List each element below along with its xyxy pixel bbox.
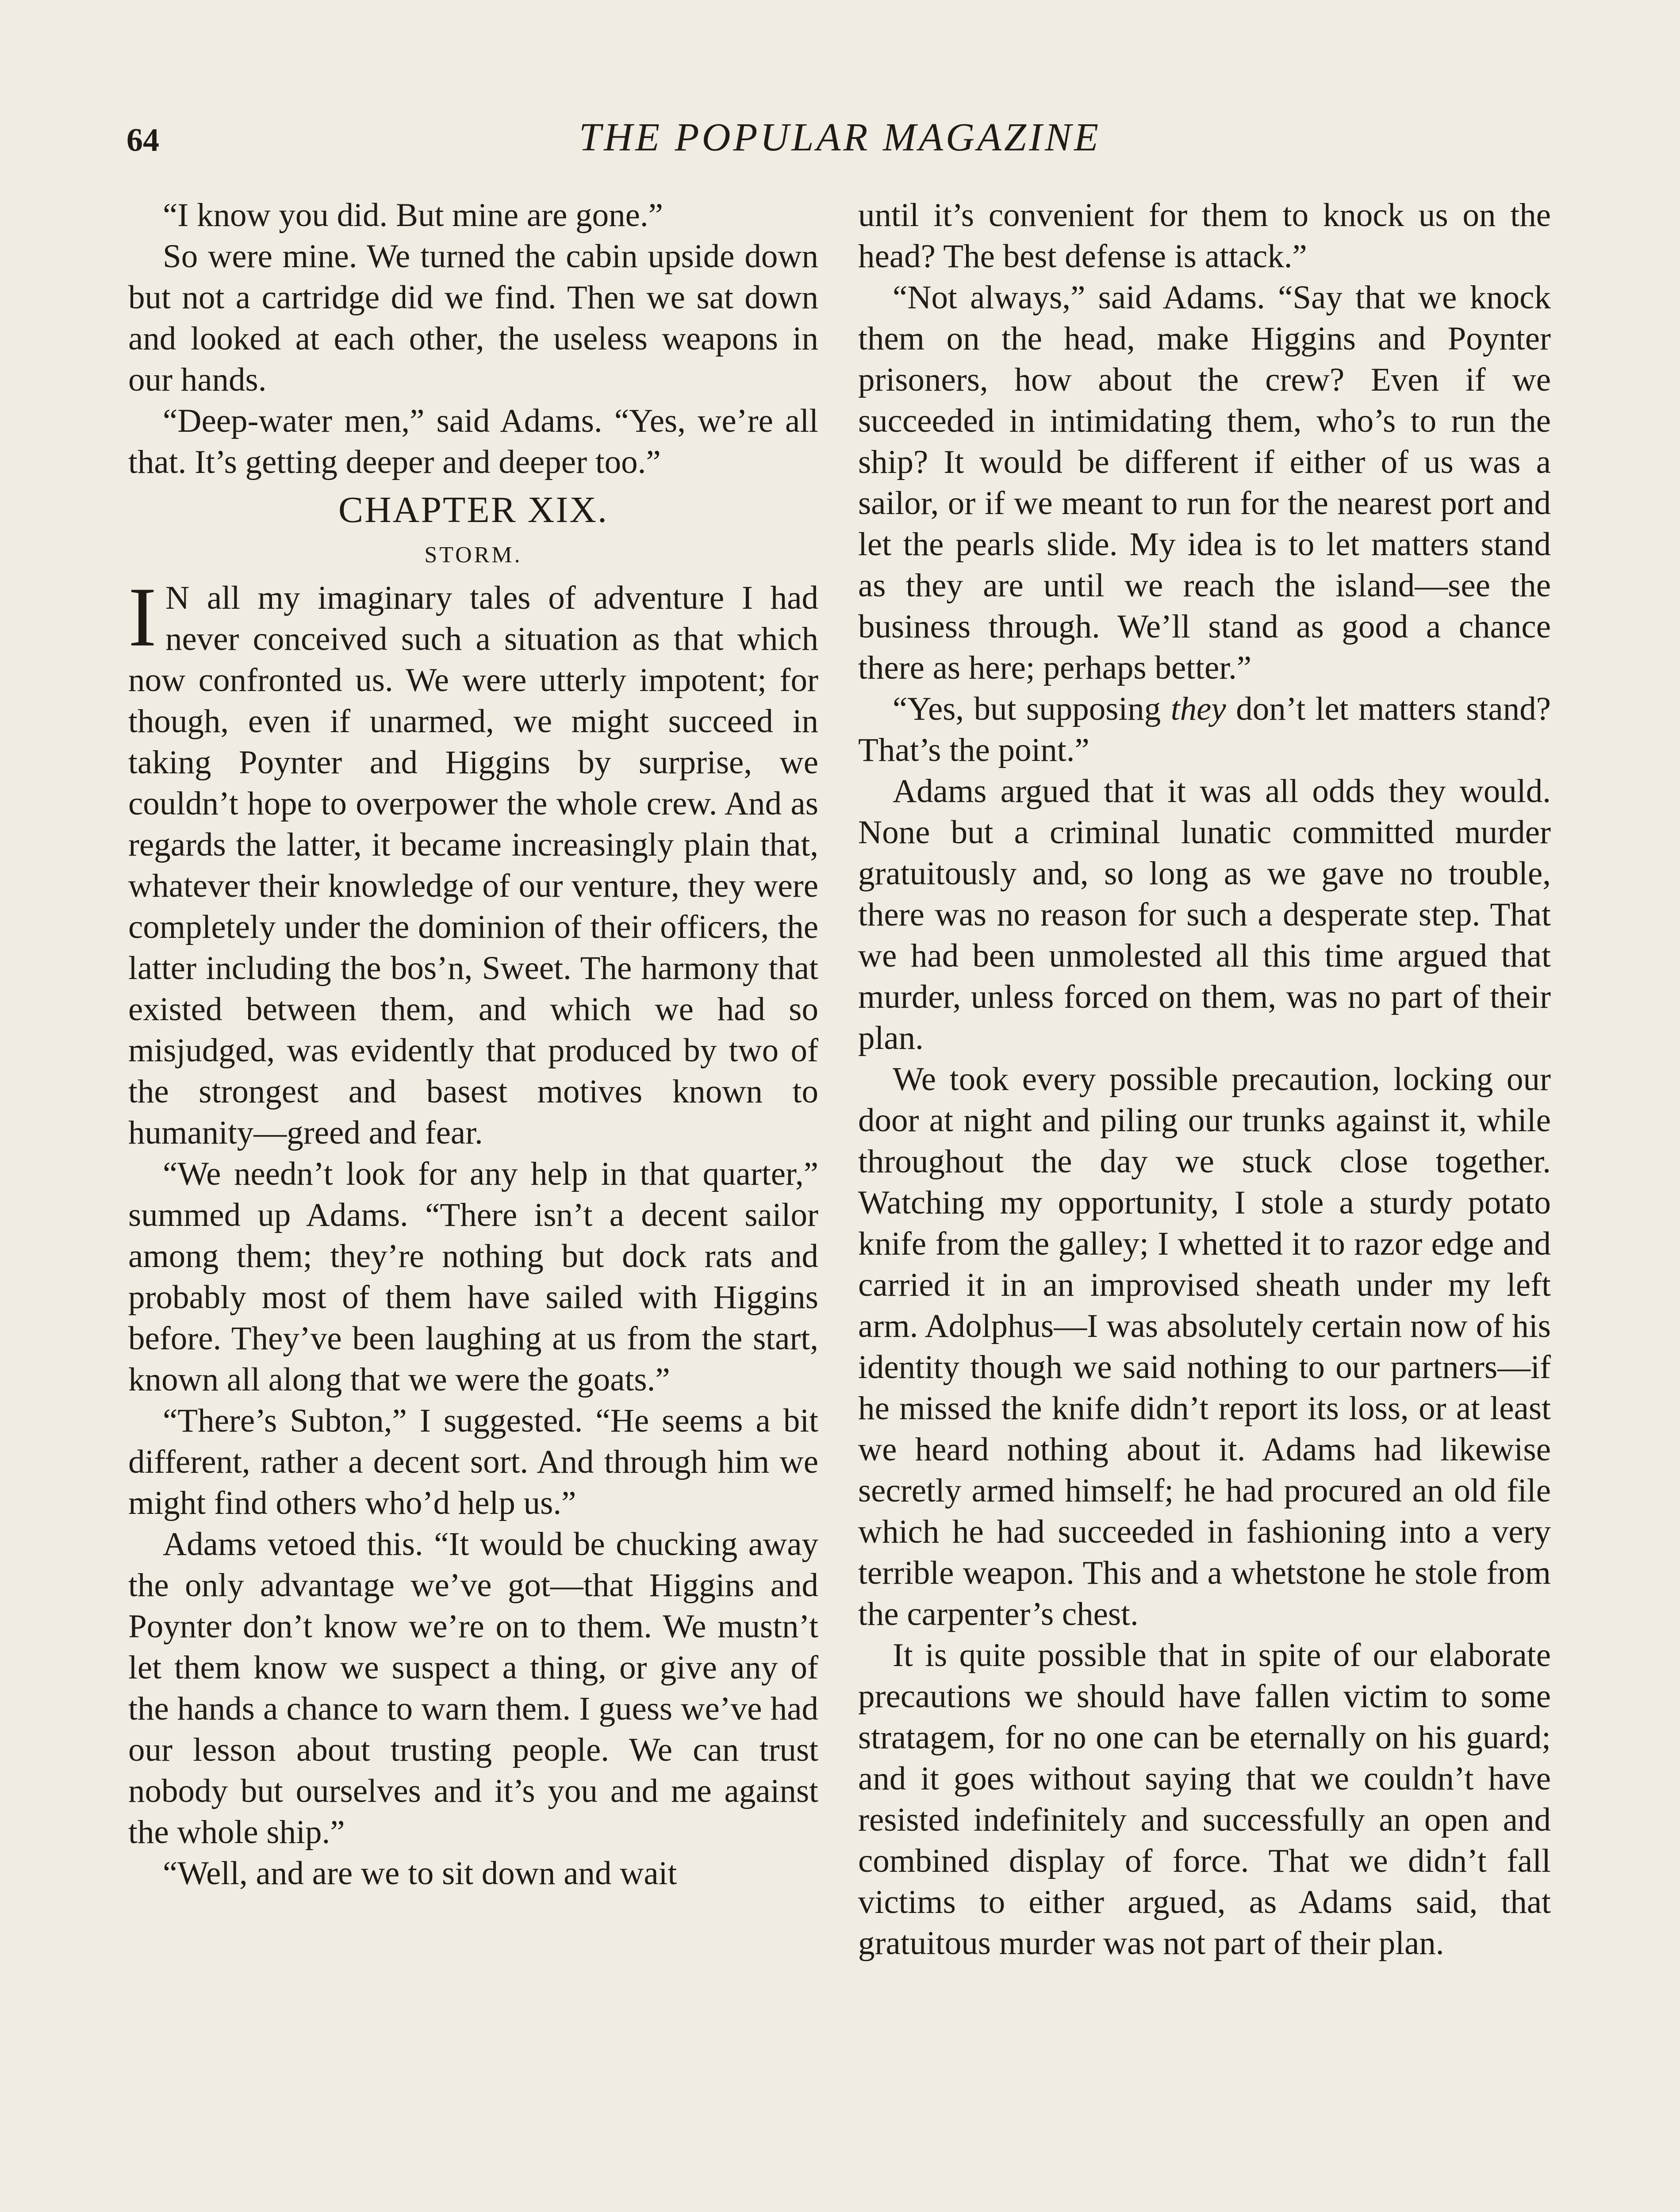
paragraph: Adams argued that it was all odds they would. None but a criminal lunatic committed murder gratuitously and, so long as we gave no trouble, there was no reason for such a desperate step. That we had been unmolested all this time argued that murder, unless forced on them, was no part of their plan.: [858, 773, 1551, 1056]
italic-word: they: [1170, 691, 1226, 727]
paragraph: “Not always,” said Adams. “Say that we knock them on the head, make Higgins and Poynter prisoners, how about the crew? Even if we succeeded in intimidating them, who’s to run the ship? It would be different if either of us was a sailor, or if we meant to run for the nearest port and let the pearls slide. My idea is to let matters stand as they are until we reach the island—see the business through. We’ll stand as good a chance there as here; perhaps better.”: [858, 279, 1551, 686]
chapter-subtitle: STORM.: [424, 542, 522, 568]
paragraph-text: don’t let matters stand? That’s the point.”: [858, 691, 1551, 768]
running-title: THE POPULAR MAGAZINE: [579, 115, 1101, 159]
paragraph-text: “Yes, but supposing: [893, 691, 1171, 727]
drop-cap: I: [128, 570, 157, 664]
paragraph: It is quite possible that in spite of our elaborate precautions we should have fallen victim to some stratagem, for no one can be eternally on his guard; and it goes without saying that we couldn’t have resisted indefinitely and successfully an open and combined display of force. That we didn’t fall victims to either argued, as Adams said, that gratuitous murder was not part of their plan.: [858, 1637, 1551, 1962]
left-column: [128, 195, 818, 1894]
paragraph: “Deep-water men,” said Adams. “Yes, we’re all that. It’s getting deeper and deeper too.”: [128, 403, 818, 480]
chapter-opening-text: N all my imaginary tales of adventure I had never conceived such a situation as that which now confronted us. We were utterly impotent; for though, even if unarmed, we might succeed in taking Poynter and Higgins by surprise, we couldn’t hope to overpower the whole crew. And as regards the latter, it became increasingly plain that, whatever their knowledge of our venture, they were completely under the dominion of their officers, the latter including the bos’n, Sweet. The harmony that existed between them, and which we had so misjudged, was evidently that produced by two of the strongest and basest motives known to humanity—greed and fear.: [128, 580, 818, 1151]
paragraph: Adams vetoed this. “It would be chucking away the only advantage we’ve got—that Higgins and Poynter don’t know we’re on to them. We mustn’t let them know we suspect a thing, or give any of the hands a chance to warn them. I guess we’ve had our lesson about trusting people. We can trust nobody but ourselves and it’s you and me against the whole ship.”: [128, 1526, 818, 1851]
continued-paragraph: until it’s convenient for them to knock us on the head? The best defense is attack.”: [858, 197, 1551, 275]
paragraph: “I know you did. But mine are gone.”: [163, 197, 663, 234]
right-column: [858, 195, 1551, 1964]
paragraph: “There’s Subton,” I suggested. “He seems a bit different, rather a decent sort. And through him we might find others who’d help us.”: [128, 1402, 818, 1521]
paragraph: “We needn’t look for any help in that quarter,” summed up Adams. “There isn’t a decent sailor among them; they’re nothing but dock rats and probably most of them have sailed with Higgins before. They’ve been laughing at us from the start, known all along that we were the goats.”: [128, 1156, 818, 1398]
page-header: [127, 115, 1553, 175]
paragraph: We took every possible precaution, locking our door at night and piling our trunks against it, while throughout the day we stuck close together. Watching my opportunity, I stole a sturdy potato knife from the galley; I whetted it to razor edge and carried it in an improvised sheath under my left arm. Adolphus—I was absolutely certain now of his identity though we said nothing to our partners—if he missed the knife didn’t report its loss, or at least we heard nothing about it. Adams had likewise secretly armed himself; he had procured an old file which he had succeeded in fashioning into a very terrible weapon. This and a whetstone he stole from the carpenter’s chest.: [858, 1061, 1551, 1632]
paragraph: So were mine. We turned the cabin upside down but not a cartridge did we find. Then we sat down and looked at each other, the useless weapons in our hands.: [128, 238, 818, 398]
chapter-opening-paragraph: [128, 570, 818, 1153]
paragraph-with-italic: [858, 688, 1551, 771]
paragraph: “Well, and are we to sit down and wait: [163, 1855, 677, 1892]
page-number: 64: [127, 122, 159, 158]
chapter-title: CHAPTER XIX.: [338, 489, 608, 530]
